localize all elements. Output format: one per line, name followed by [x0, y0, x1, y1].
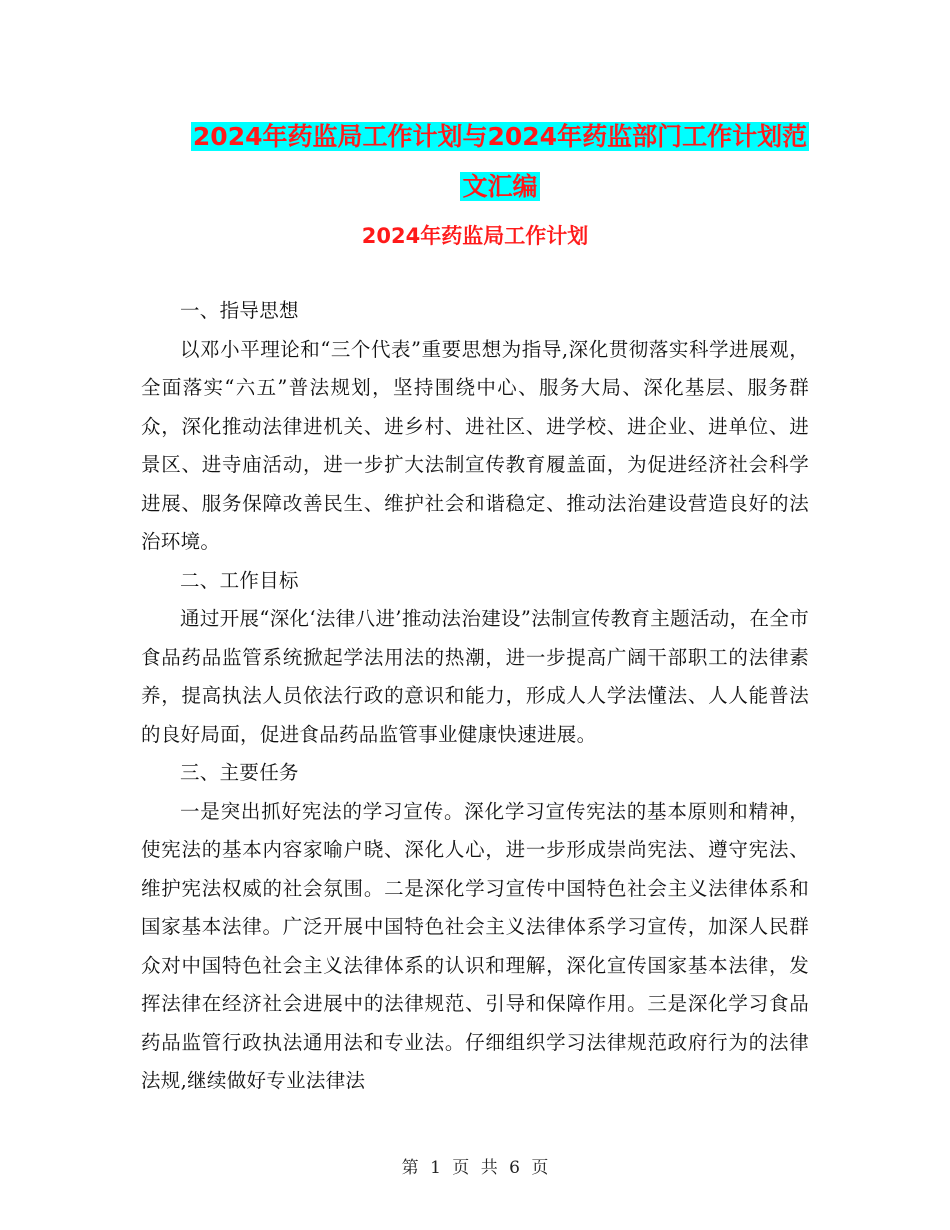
heading-main-tasks: 三、主要任务	[180, 761, 299, 784]
paragraph-main-tasks: 一是突出抓好宪法的学习宣传。深化学习宣传宪法的基本原则和精神，使宪法的基本内容家喻户晓、深化人心，进一步形成崇尚宪法、遵守宪法、维护宪法权威的社会氛围。二是深化学习宣传中国特色社会主义法律体系和国家基本法律。广泛开展中国特色社会主义法律体系学习宣传，加深人民群众对中国特色社会主义法律体系的认识和理解，深化宣传国家基本法律，发挥法律在经济社会进展中的法律规范、引导和保障作用。三是深化学习食品药品监管行政执法通用法和专业法。仔细组织学习法律规范政府行为的法律法规,继续做好专业法律法	[141, 799, 809, 1092]
page-footer: 第 1 页 共 6 页	[401, 1158, 549, 1178]
document-title	[140, 112, 860, 212]
title-line-1: 2024年药监局工作计划与2024年药监部门工作计划范	[192, 122, 808, 151]
heading-work-goals: 二、工作目标	[180, 568, 299, 592]
paragraph-guiding-ideology: 以邓小平理论和“三个代表”重要思想为指导,深化贯彻落实科学进展观，全面落实“六五”普法规划，坚持围绕中心、服务大局、深化基层、服务群众，深化推动法律进机关、进乡村、进社区、进学校、进企业、进单位、进景区、进寺庙活动，进一步扩大法制宣传教育履盖面，为促进经济社会科学进展、服务保障改善民生、维护社会和谐稳定、推动法治建设营造良好的法治环境。	[141, 337, 809, 553]
title-line-2: 文汇编	[462, 172, 538, 201]
heading-guiding-ideology: 一、指导思想	[180, 299, 299, 322]
paragraph-work-goals: 通过开展“深化‘法律八进’推动法治建设”法制宣传教育主题活动，在全市食品药品监管系统掀起学法用法的热潮，进一步提高广阔干部职工的法律素养，提高执法人员依法行政的意识和能力，形成人人学法懂法、人人能普法的良好局面，促进食品药品监管事业健康快速进展。	[141, 607, 809, 746]
document-body	[141, 292, 809, 1101]
section-heading: 2024年药监局工作计划	[361, 224, 589, 248]
